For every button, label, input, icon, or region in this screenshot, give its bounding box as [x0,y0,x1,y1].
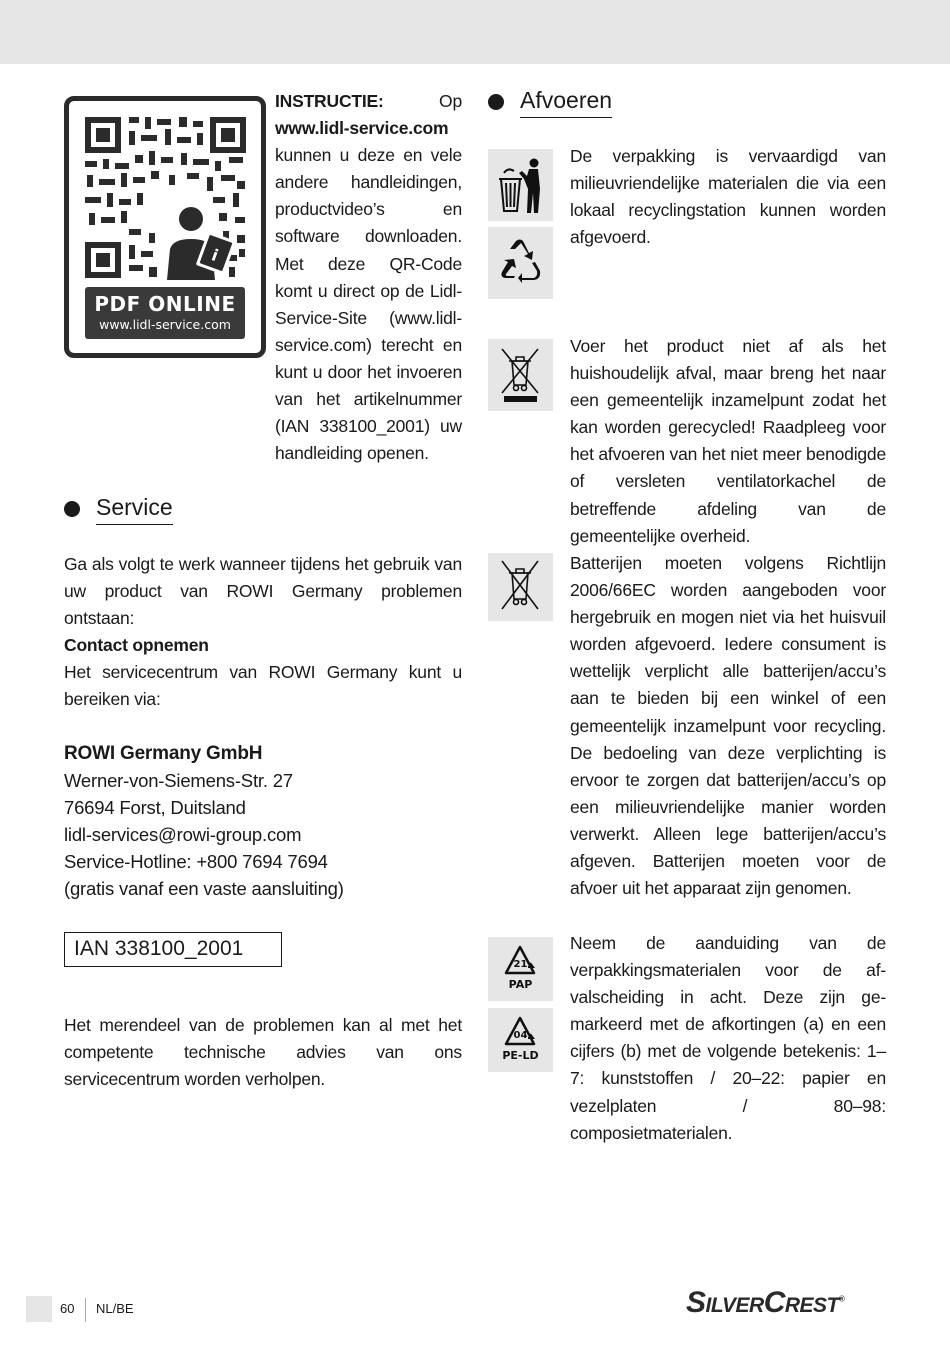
qr-code-box[interactable] [64,96,266,358]
contact-text: Het servicecentrum van ROWI Germany kunt u bereiken via: [64,662,462,710]
qr-code-icon [83,115,248,280]
recycle-tile [488,227,553,299]
pap-tile [488,937,553,1001]
service-intro: Ga als volgt te werk wanneer tijdens het gebruik van uw product van ROWI Germany problemen ontstaan: [64,554,462,629]
pe-ld-tile [488,1008,553,1072]
contact-heading: Contact opnemen [64,635,209,655]
product-disposal-text: Voer het product niet af als het huishoudelijk afval, maar breng het naar een gemeentelijk inzamelpunt zodat het kan worden gerecycled! Raadpleeg voor het afvoeren van het niet meer benodigde of versleten ventilatorkachel de betreffende afdeling van de gemeentelijke overheid. [570,336,886,546]
address-note: (gratis vanaf een vaste aansluiting) [64,878,344,900]
pdf-online-url: www.lidl-service.com [99,317,231,332]
litter-bin-tile [488,149,553,221]
footer-tile [26,1296,52,1322]
ian-number-box: IAN 338100_2001 [64,932,282,967]
page-number: 60 [60,1301,75,1316]
battery-disposal-text: Batterijen moeten volgens Richtlijn 2006/66EC worden aangeboden voor hergebruik en mogen niet via het huisvuil worden afgevoerd. Iedere consument is wettelijk verplicht alle batterijen/accu’s aan te bieden bij een winkel of een gemeentelijk inzamelpunt voor recycling. De bedoeling van deze verplichting is ervoor te zorgen dat batterijen/accu’s op een milieuvriendelijke manier worden verwerkt. Alleen lege batterijen/accu’s afgeven. Batterijen moeten voor de afvoer uit het apparaat zijn genomen. [570,553,886,899]
silvercrest-logo: SILVERCREST® [686,1286,845,1319]
instruction-text: kunnen u deze en vele andere handleidingen, productvideo’s en software downloaden. Met deze QR-Code komt u direct op de Lidl-Service-Site (www.lidl-service.com) terecht en kunt u door het invoeren van het artikelnummer (IAN 338100_2001) uw handleiding openen. [275,145,462,464]
footer-divider [85,1298,86,1322]
instruction-first-line [275,88,462,115]
recycle-icon [488,227,553,299]
crossed-bin-battery-icon [488,553,553,621]
address-block [64,767,462,902]
pdf-online-title: PDF ONLINE [94,292,236,316]
marking-text: Neem de aanduiding van de verpakkingsmaterialen voor de af- valscheiding in acht. Deze zijn ge- markeerd met de afkortingen (a) en een cijfers (b) met de volgende betekenis: 1–7: kunststoffen / 20–22: papier en vezelplaten / 80–98: composietmaterialen. [570,933,886,1143]
service-heading-text: Service [96,492,173,525]
bullet-icon [488,94,504,110]
packaging-text: De verpakking is vervaardigd van milieuvriendelijke materialen die via een lokaal recyclingstation kunnen worden afgevoerd. [570,146,886,248]
pe-ld-label: PE-LD [502,1049,539,1062]
pap-label: PAP [508,978,533,991]
tidyman-icon [488,149,553,221]
instruction-op: Op [439,91,462,111]
disposal-heading [488,85,612,118]
disposal-heading-text: Afvoeren [520,85,612,118]
bullet-icon [64,501,80,517]
service-closing: Het merendeel van de problemen kan al met het competente technische advies van ons servicecentrum worden verholpen. [64,1015,462,1090]
address-city: 76694 Forst, Duitsland [64,797,246,819]
pap-number: 21 [513,959,528,970]
address-hotline: Service-Hotline: +800 7694 7694 [64,851,328,873]
pdf-online-badge [85,287,245,339]
service-heading [64,492,173,525]
address-street: Werner-von-Siemens-Str. 27 [64,770,293,791]
svg-text:i: i [209,245,221,266]
instruction-link[interactable]: www.lidl-service.com [275,118,449,139]
address-email[interactable]: lidl-services@rowi-group.com [64,824,302,846]
instruction-label: INSTRUCTIE: [275,91,384,111]
instruction-block [275,88,462,467]
battery-weee-tile [488,553,553,621]
language-code: NL/BE [96,1301,134,1316]
weee-tile [488,339,553,411]
crossed-bin-icon [488,339,553,411]
pe-ld-number: 04 [513,1030,528,1041]
company-name: ROWI Germany GmbH [64,743,263,764]
top-bar [0,0,950,64]
